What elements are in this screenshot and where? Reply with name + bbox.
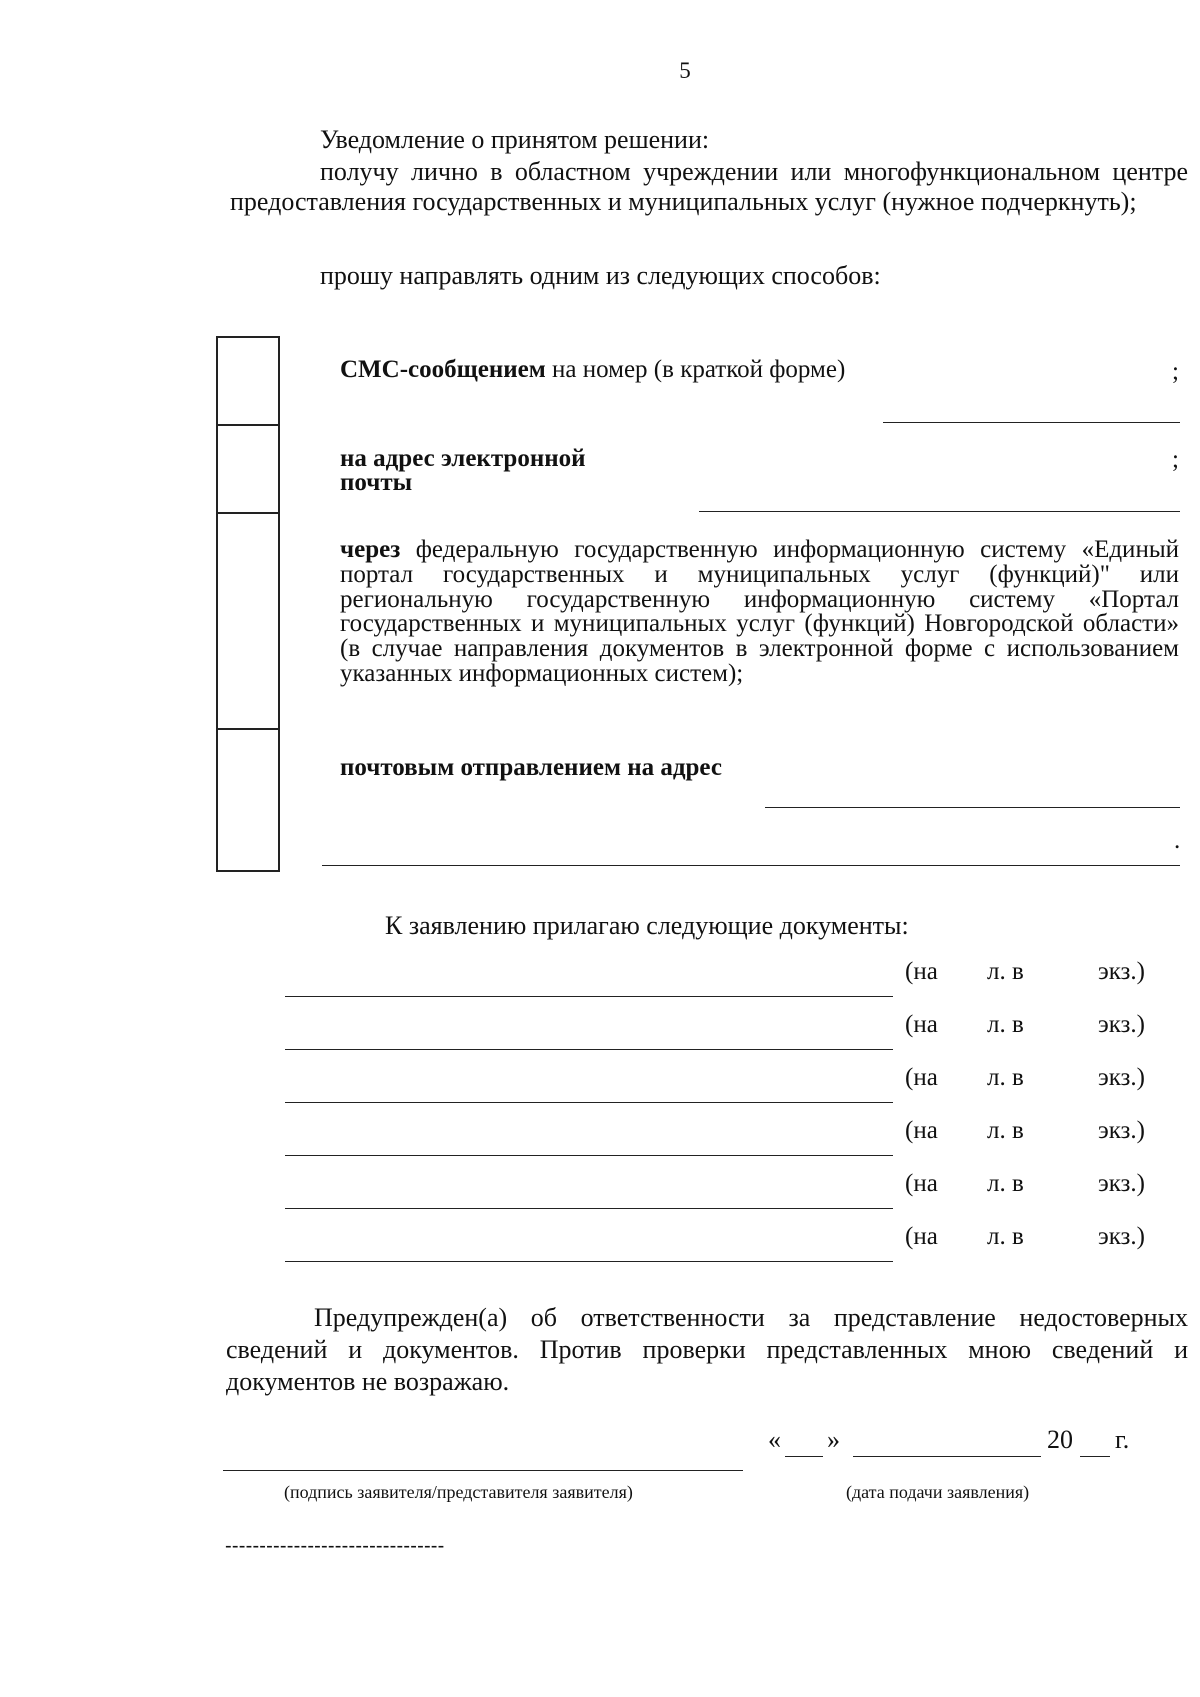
liability-warning: Предупрежден(а) об ответственности за представление недостоверных сведений и документов. Против проверки представленных мною сведений и документов не возражаю. [226,1303,1188,1396]
attachment-row: (на л. в экз.) [285,1011,1145,1063]
checkbox-post[interactable] [216,728,280,872]
sms-phone-line[interactable] [883,422,1180,423]
option-post-label: почтовым отправлением на адрес [340,754,722,781]
attachment-row: (на л. в экз.) [285,1223,1145,1275]
attachments-heading: К заявлению прилагаю следующие документы: [385,911,909,940]
page-number: 5 [679,58,691,83]
option-sms-label: СМС-сообщением на номер (в краткой форме) [340,356,846,383]
date-quote-open: « [768,1425,781,1454]
checkbox-portal[interactable] [216,512,280,730]
attachment-line[interactable] [285,996,893,997]
notification-paragraph-1: получу лично в областном учреждении или многофункциональном центре предоставления государственных и муниципальных услуг (нужное подчеркнуть); [230,157,1188,216]
signature-line[interactable] [223,1470,743,1471]
date-caption: (дата подачи заявления) [846,1482,1030,1502]
date-year-line[interactable] [1080,1456,1110,1457]
signature-caption: (подпись заявителя/представителя заявителя) [284,1482,633,1502]
notification-heading: Уведомление о принятом решении: [320,125,710,154]
date-year-prefix: 20 [1047,1425,1073,1454]
option-post-end: . [1174,827,1181,854]
attachment-row: (на л. в экз.) [285,1117,1145,1169]
option-email-label: на адрес электронной почты [340,445,586,496]
footer-dashes: -------------------------------- [225,1535,445,1557]
post-address-line-1[interactable] [765,807,1180,808]
attachment-line[interactable] [285,1155,893,1156]
option-sms-end: ; [1172,358,1179,385]
attachment-line[interactable] [285,1261,893,1262]
date-quote-close: » [827,1425,840,1454]
checkbox-email[interactable] [216,424,280,514]
attachment-row: (на л. в экз.) [285,1064,1145,1116]
attachment-row: (на л. в экз.) [285,958,1145,1010]
checkbox-sms[interactable] [216,336,280,426]
attachment-row: (на л. в экз.) [285,1170,1145,1222]
attachment-line[interactable] [285,1049,893,1050]
notification-paragraph-2: прошу направлять одним из следующих способов: [320,261,881,290]
attachment-line[interactable] [285,1208,893,1209]
date-year-suffix: г. [1115,1425,1130,1454]
email-address-line[interactable] [699,511,1180,512]
attachment-line[interactable] [285,1102,893,1103]
option-email-end: ; [1172,446,1179,473]
date-month-line[interactable] [853,1456,1041,1457]
date-day-line[interactable] [785,1456,823,1457]
option-portal-label: через федеральную государственную информационную систему «Единый портал государственных и муниципальных услуг (функций)" или региональную государственную информационную систему «Портал государственных и муниципальных услуг (функций) Новгородской области» (в случае направления документов в электронной форме с использованием указанных информационных систем); [340,536,1179,687]
post-address-line-2[interactable] [322,865,1180,866]
